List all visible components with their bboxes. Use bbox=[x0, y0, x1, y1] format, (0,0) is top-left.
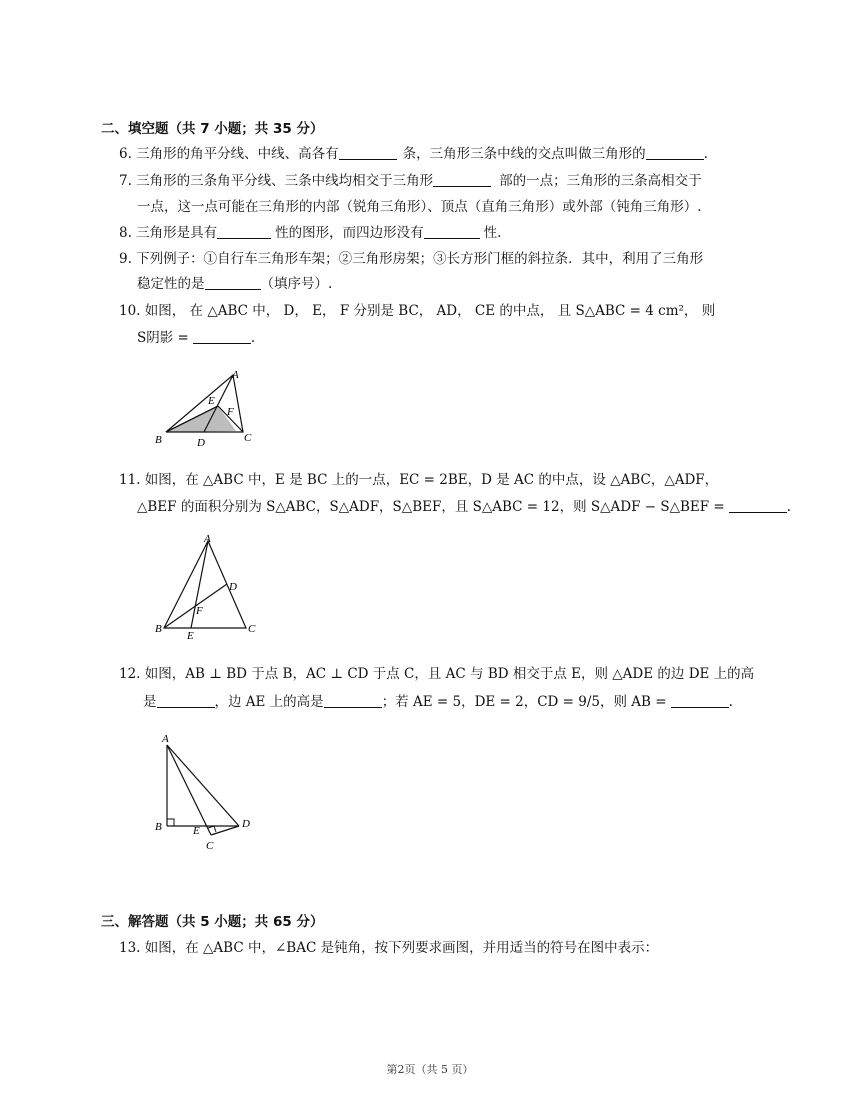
figure-q12-right-triangles bbox=[150, 728, 265, 856]
question-9-line-1: 9. 下列例子：①自行车三角形车架；②三角形房架；③长方形门框的斜拉条．其中，利用了三角形 bbox=[119, 251, 704, 267]
fig12-label-b: B bbox=[155, 821, 162, 833]
q9-text-b: （填序号）. bbox=[260, 276, 333, 292]
fig10-label-b: B bbox=[155, 434, 162, 446]
q10-text-b: . bbox=[250, 330, 256, 346]
fig11-label-b: B bbox=[155, 623, 162, 635]
question-7-line-2: 一点，这一点可能在三角形的内部（锐角三角形）、顶点（直角三角形）或外部（钝角三角形）. bbox=[137, 199, 702, 215]
fig10-label-f: F bbox=[227, 406, 234, 418]
q6-text-a: 6. 三角形的角平分线、中线、高各有 bbox=[119, 146, 339, 162]
q12-text-a: 是 bbox=[143, 694, 157, 710]
question-10-line-2 bbox=[137, 329, 255, 347]
section-heading-answer: 三、解答题（共 5 小题；共 65 分） bbox=[101, 914, 324, 930]
q12-text-b: ，边 AE 上的高是 bbox=[214, 694, 324, 710]
question-7-line-1 bbox=[119, 172, 702, 190]
page-footer: 第2页（共 5 页） bbox=[386, 1063, 474, 1076]
q8-blank-1[interactable] bbox=[217, 226, 271, 239]
q9-text-a: 稳定性的是 bbox=[137, 276, 205, 292]
q12-blank-1[interactable] bbox=[157, 695, 215, 708]
question-12-line-2 bbox=[143, 693, 733, 711]
fig12-label-a: A bbox=[162, 733, 169, 745]
question-10-line-1: 10. 如图， 在 △ABC 中， D， E， F 分别是 BC， AD， CE 的中点， 且 S△ABC = 4 cm²， 则 bbox=[119, 303, 716, 319]
fig11-label-e: E bbox=[187, 630, 194, 642]
q6-blank-1[interactable] bbox=[339, 147, 397, 160]
q8-text-a: 8. 三角形是具有 bbox=[119, 225, 218, 241]
q8-text-b: 性的图形，而四边形没有 bbox=[275, 225, 424, 241]
q12-text-c: ；若 AE = 5，DE = 2，CD = 9/5，则 AB = bbox=[381, 694, 667, 710]
q7-text-b: 部的一点；三角形的三条高相交于 bbox=[499, 173, 702, 189]
q8-text-c: 性. bbox=[483, 225, 502, 241]
fig10-label-a: A bbox=[232, 369, 239, 381]
question-11-line-1: 11. 如图，在 △ABC 中，E 是 BC 上的一点，EC = 2BE，D 是 AC 的中点，设 △ABC，△ADF， bbox=[119, 472, 719, 488]
question-6 bbox=[119, 145, 708, 163]
q10-text-a: S阴影 = bbox=[137, 330, 189, 346]
question-11-line-2 bbox=[137, 498, 791, 516]
shaded-region bbox=[166, 406, 236, 432]
fig11-label-f: F bbox=[196, 605, 203, 617]
q9-blank[interactable] bbox=[205, 277, 261, 290]
q10-blank[interactable] bbox=[193, 331, 251, 344]
q12-text-d: . bbox=[728, 694, 733, 710]
q12-blank-2[interactable] bbox=[324, 695, 382, 708]
q11-text-b: . bbox=[786, 499, 792, 515]
question-12-line-1: 12. 如图，AB ⊥ BD 于点 B，AC ⊥ CD 于点 C，且 AC 与 BD 相交于点 E，则 △ADE 的边 DE 上的高 bbox=[119, 666, 755, 682]
fig10-label-e: E bbox=[208, 395, 215, 407]
question-13: 13. 如图，在 △ABC 中，∠BAC 是钝角，按下列要求画图，并用适当的符号在图中表示： bbox=[119, 940, 659, 956]
q7-blank-1[interactable] bbox=[433, 174, 491, 187]
q6-text-b: 条，三角形三条中线的交点叫做三角形的 bbox=[402, 146, 646, 162]
question-8 bbox=[119, 224, 501, 242]
fig12-label-c: C bbox=[206, 840, 214, 852]
q11-text-a: △BEF 的面积分别为 S△ABC，S△ADF，S△BEF，且 S△ABC = 12，则 S△ADF − S△BEF = bbox=[137, 499, 725, 515]
fig11-label-d: D bbox=[229, 581, 237, 593]
question-9-line-2 bbox=[137, 275, 332, 293]
fig11-label-c: C bbox=[248, 623, 256, 635]
q11-blank[interactable] bbox=[729, 500, 787, 513]
fig10-label-c: C bbox=[244, 432, 252, 444]
q7-text-a: 7. 三角形的三条角平分线、三条中线均相交于三角形 bbox=[119, 173, 434, 189]
fig12-label-e: E bbox=[193, 825, 200, 837]
fig12-label-d: D bbox=[242, 818, 250, 830]
figure-q10-triangle bbox=[150, 362, 265, 452]
fig11-label-a: A bbox=[204, 533, 211, 545]
q6-blank-2[interactable] bbox=[646, 147, 704, 160]
fig10-label-d: D bbox=[197, 437, 205, 449]
q8-blank-2[interactable] bbox=[424, 226, 480, 239]
figure-q11-triangle bbox=[148, 530, 263, 645]
q12-blank-3[interactable] bbox=[671, 695, 729, 708]
q6-text-c: . bbox=[703, 146, 708, 162]
section-heading-fill-blank: 二、填空题（共 7 小题；共 35 分） bbox=[101, 121, 324, 137]
